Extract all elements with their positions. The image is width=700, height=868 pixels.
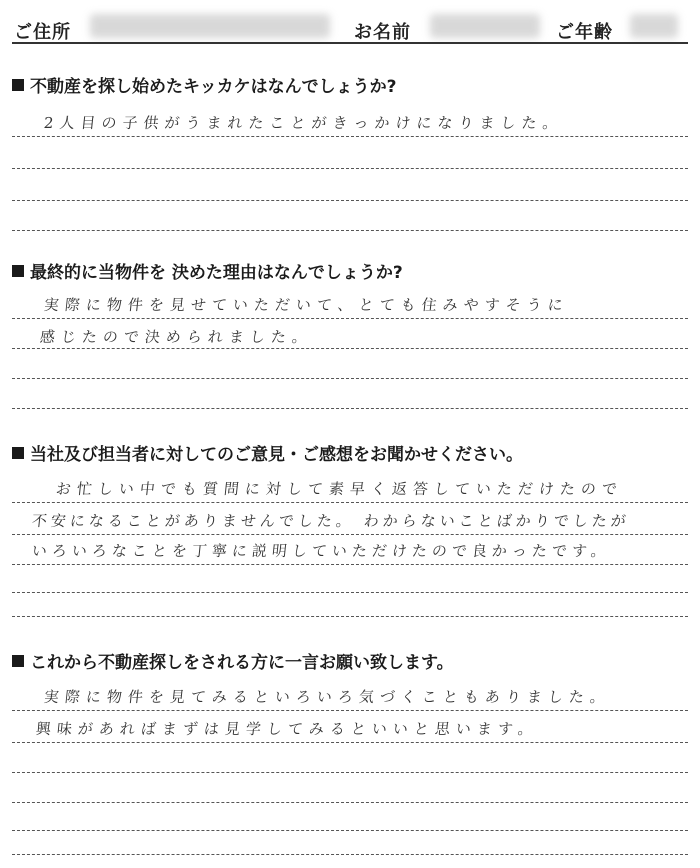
square-bullet-icon xyxy=(12,447,24,459)
handwritten-answer-line: 不安になることがありませんでした。 わからないことばかりでしたが xyxy=(31,512,631,530)
handwritten-answer-line: 興味があればまずは見学してみるといいと思います。 xyxy=(35,720,540,738)
ruled-line xyxy=(12,802,688,803)
ruled-line xyxy=(12,742,688,743)
section-advice xyxy=(0,648,700,858)
question-text: 当社及び担当者に対してのご意見・ご感想をお聞かせください。 xyxy=(30,445,523,465)
address-label: ご住所 xyxy=(14,22,71,43)
section-heading xyxy=(12,258,403,283)
ruled-line xyxy=(12,534,688,535)
ruled-line xyxy=(12,348,688,349)
ruled-line xyxy=(12,502,688,503)
name-label: お名前 xyxy=(354,22,411,43)
ruled-line xyxy=(12,592,688,593)
redacted-name xyxy=(430,14,540,38)
handwritten-answer-line: お忙しい中でも質問に対して素早く返答していただけたので xyxy=(55,480,624,498)
handwritten-answer-line: 感じたので決められました。 xyxy=(39,328,314,346)
form-header xyxy=(0,0,700,48)
square-bullet-icon xyxy=(12,79,24,91)
ruled-line xyxy=(12,772,688,773)
question-text: 最終的に当物件を 決めた理由はなんでしょうか? xyxy=(30,263,403,283)
ruled-line xyxy=(12,318,688,319)
redacted-age xyxy=(630,14,678,38)
ruled-line xyxy=(12,854,688,855)
age-label: ご年齢 xyxy=(556,22,613,43)
square-bullet-icon xyxy=(12,265,24,277)
ruled-line xyxy=(12,564,688,565)
ruled-line xyxy=(12,408,688,409)
handwritten-answer-line: 実際に物件を見せていただいて、とても住みやすそうに xyxy=(43,296,570,314)
section-feedback xyxy=(0,440,700,620)
handwritten-answer-line: 2人目の子供がうまれたことがきっかけになりました。 xyxy=(43,114,565,132)
question-text: 不動産を探し始めたキッカケはなんでしょうか? xyxy=(30,77,397,97)
section-motivation xyxy=(0,72,700,232)
ruled-line xyxy=(12,378,688,379)
question-text: これから不動産探しをされる方に一言お願い致します。 xyxy=(30,653,454,673)
ruled-line xyxy=(12,230,688,231)
handwritten-answer-line: いろいろなことを丁寧に説明していただけたので良かったです。 xyxy=(31,542,612,560)
ruled-line xyxy=(12,136,688,137)
header-underline xyxy=(12,42,688,44)
ruled-line xyxy=(12,830,688,831)
handwritten-answer-line: 実際に物件を見てみるといろいろ気づくこともありました。 xyxy=(43,688,612,706)
square-bullet-icon xyxy=(12,655,24,667)
redacted-address xyxy=(90,14,330,38)
ruled-line xyxy=(12,710,688,711)
section-decision-reason xyxy=(0,258,700,418)
ruled-line xyxy=(12,200,688,201)
section-heading xyxy=(12,72,397,97)
section-heading xyxy=(12,648,454,673)
ruled-line xyxy=(12,168,688,169)
section-heading xyxy=(12,440,523,465)
ruled-line xyxy=(12,616,688,617)
